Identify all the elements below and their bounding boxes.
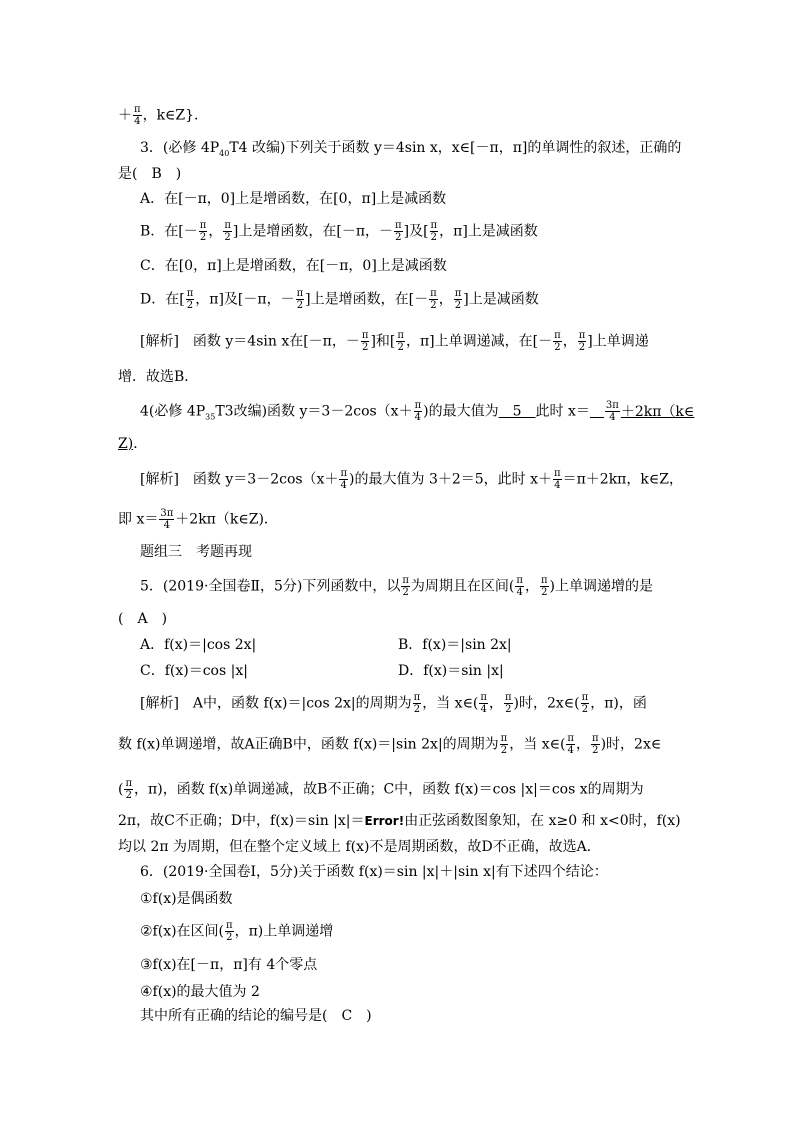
statement-2: ②f(x)在区间( $\frac{\pi}{2}$ ，π)上单调递增: [140, 920, 334, 943]
question-5-answer: ( A ): [118, 611, 168, 627]
option-c: C．f(x)＝cos |x|: [140, 663, 248, 679]
analysis-5-cont: 均以 2π 为周期，但在整个定义域上 f(x)不是周期函数，故D不正确，故选A．: [118, 839, 601, 855]
statement-4: ④f(x)的最大值为 2: [140, 984, 260, 1000]
analysis-5-cont: ( $\frac{\pi}{2}$ ，π)，函数 f(x)单调递减，故B不正确；C中，函数 f(x)＝cos |x|＝cos x的周期为: [118, 778, 644, 801]
statement-3: ③f(x)在[－π，π]有 4个零点: [140, 957, 318, 973]
question-6-stem: 6．(2019·全国卷Ⅰ，5分)关于函数 f(x)＝sin |x|＋|sin x|有下述四个结论：: [140, 864, 608, 880]
question-4-cont: Z)．: [118, 436, 148, 452]
question-6-prompt: 其中所有正确的结论的编号是( C ): [140, 1008, 372, 1024]
fraction: $\frac{\pi}{4}$: [134, 104, 141, 127]
analysis-5-cont: 数 f(x)单调递增，故A正确B中，函数 f(x)＝|sin 2x|的周期为 $\frac{\pi}{2}$ ，当 x∈( $\frac{\pi}{4}$ ， $\frac{\pi}{2}$ )时，2x∈: [118, 733, 662, 756]
text: ，k∈Z}．: [142, 107, 209, 124]
option-b: B．f(x)＝|sin 2x|: [398, 637, 512, 653]
option-d: D．f(x)＝sin |x|: [398, 663, 504, 679]
analysis-5-cont: 2π，故C不正确；D中，f(x)＝sin |x|＝Error!由正弦函数图象知，在 x≥0 和 x<0时，f(x): [118, 813, 681, 829]
option-b: B．在[－ $\frac{\pi}{2}$ ， $\frac{\pi}{2}$ ]上是增函数，在[－π，－ $\frac{\pi}{2}$ ]及[ $\frac{\pi}{2}$ ，π]上是减函数: [140, 220, 538, 243]
question-3-answer: 是( B ): [118, 166, 182, 182]
analysis-3-cont: 增．故选B．: [118, 369, 199, 385]
section-heading: 题组三 考题再现: [140, 544, 252, 560]
statement-1: ①f(x)是偶函数: [140, 891, 233, 907]
option-c: C．在[0，π]上是增函数，在[－π，0]上是减函数: [140, 258, 447, 274]
option-d: D．在[ $\frac{\pi}{2}$ ，π]及[－π，－ $\frac{\pi}{2}$ ]上是增函数，在[－ $\frac{\pi}{2}$ ， $\frac{\pi}{2}$ ]上是减函数: [140, 288, 539, 311]
option-a: A．在[－π，0]上是增函数，在[0，π]上是减函数: [140, 191, 447, 207]
analysis-3: [解析] 函数 y＝4sin x在[－π，－ $\frac{\pi}{2}$ ]和[ $\frac{\pi}{2}$ ，π]上单调递减，在[－ $\frac{\pi}{2}$ ， $\frac{\pi}{2}$ ]上单调递: [140, 330, 649, 353]
question-4-stem: 4(必修 $4P_{35}T3$改编)函数 y＝3－2cos（x＋ $\frac{\pi}{4}$ )的最大值为 5 此时 x＝ $\frac{3\pi}{4}$ ＋2kπ（k∈: [140, 400, 695, 423]
question-5-stem: 5．(2019·全国卷Ⅱ，5分)下列函数中，以 $\frac{\pi}{2}$ 为周期且在区间( $\frac{\pi}{4}$ ， $\frac{\pi}{2}$ )上单调递增的是: [140, 575, 654, 598]
analysis-5: [解析] A中，函数 f(x)＝|cos 2x|的周期为 $\frac{\pi}{2}$ ，当 x∈( $\frac{\pi}{4}$ ， $\frac{\pi}{2}$ )时，2x∈( $\frac{\pi}{2}$ ，π)，函: [140, 692, 647, 715]
analysis-4: [解析] 函数 y＝3－2cos（x＋ $\frac{\pi}{4}$ )的最大值为 3＋2＝5，此时 x＋ $\frac{\pi}{4}$ ＝π＋2kπ，k∈Z，: [140, 468, 683, 491]
question-3-stem: 3．(必修 $4P_{40}T4$ 改编)下列关于函数 y＝4sin x，x∈[－π，π]的单调性的叙述，正确的: [140, 140, 682, 158]
text: ＋: [118, 107, 132, 124]
text-line: [118, 104, 208, 127]
option-a: A．f(x)＝|cos 2x|: [140, 637, 257, 653]
analysis-4-cont: 即 x＝ $\frac{3\pi}{4}$ ＋2kπ（k∈Z)．: [118, 508, 278, 531]
